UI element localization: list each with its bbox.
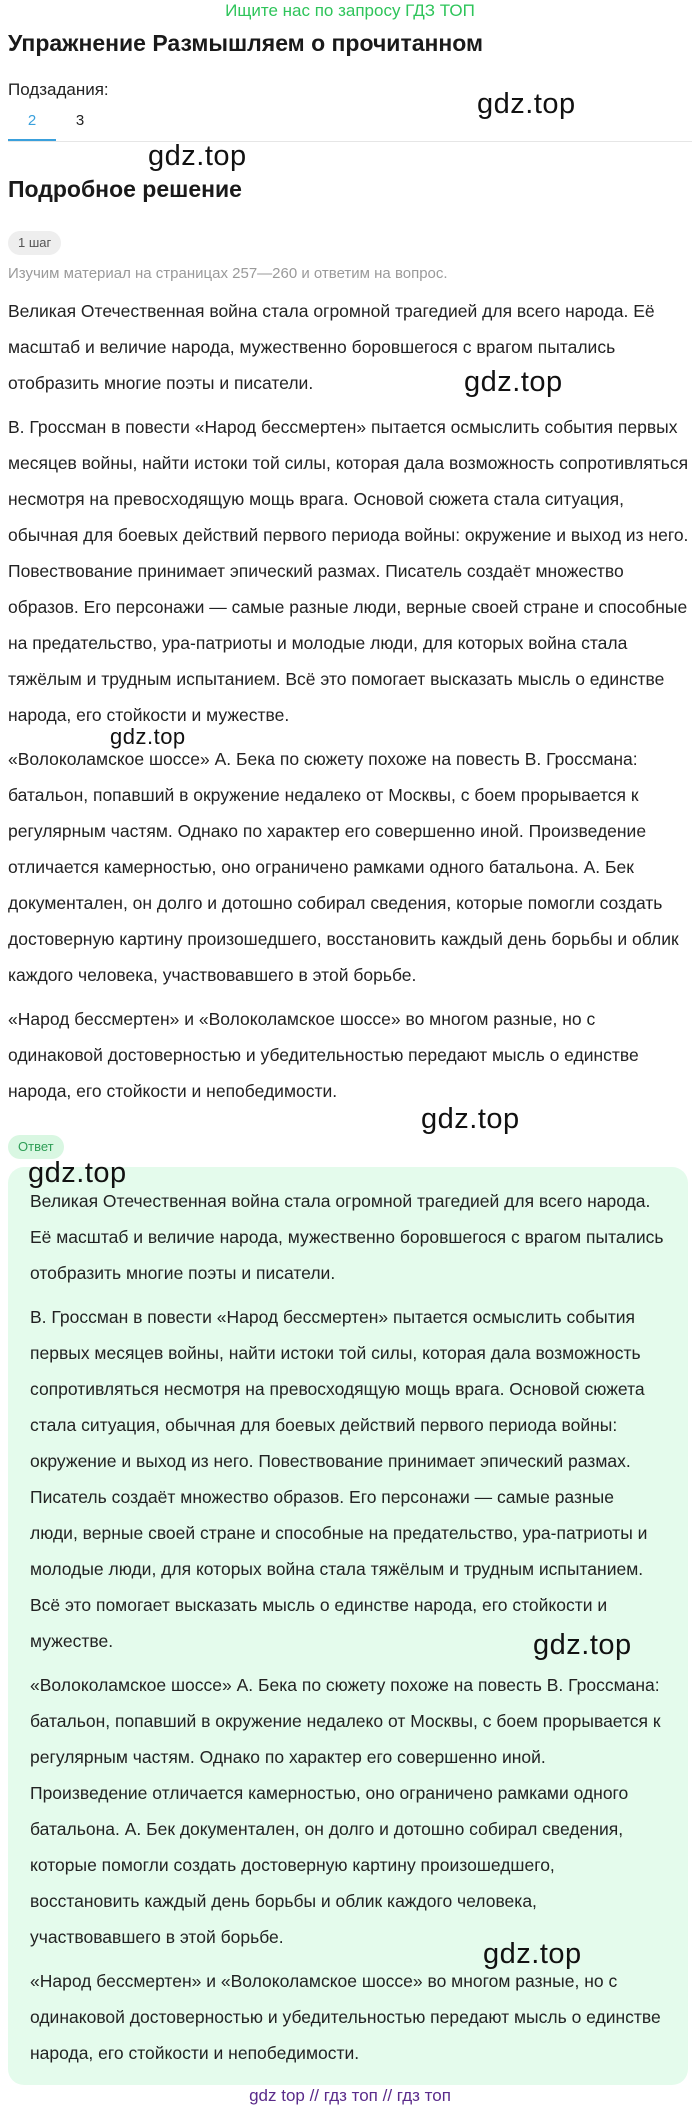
watermark: gdz.top (464, 366, 563, 398)
answer-paragraph: В. Гроссман в повести «Народ бессмертен» пытается осмыслить события первых месяцев войны, найти истоки той силы, которая дала возможность сопротивляться несмотря на превосходящую мощь врага. Основой сюжета стала ситуация, обычная для боевых действий первого периода войны: окружение и выход из него. Повествование принимает эпический размах. Писатель создаёт множество образов. Его персонажи — самые разные люди, верные своей стране и способные на предательство, ура-патриоты и молодые люди, для которых война стала тяжёлым и трудным испытанием. Всё это помогает высказать мысль о единстве народа, его стойкости и мужестве. (30, 1307, 648, 1651)
answer-paragraph: Великая Отечественная война стала огромной трагедией для всего народа. Её масштаб и величие народа, мужественно боровшегося с врагом пытались отобразить многие поэты и писатели. (30, 1191, 664, 1283)
watermark: gdz.top (110, 724, 186, 749)
hint-text: Изучим материал на страницах 257—260 и ответим на вопрос. (8, 265, 448, 282)
section-title: Подробное решение (8, 176, 242, 202)
solution-paragraph: Великая Отечественная война стала огромной трагедией для всего народа. Её масштаб и величие народа, мужественно боровшегося с врагом пытались отобразить многие поэты и писатели. (8, 301, 655, 393)
answer-badge: Ответ (8, 1135, 64, 1159)
tab-subtask-2[interactable]: 2 (8, 106, 56, 141)
watermark: gdz.top (483, 1938, 582, 1970)
subtask-tabs (8, 106, 692, 142)
page-title: Упражнение Размышляем о прочитанном (8, 30, 484, 56)
step-badge: 1 шаг (8, 231, 61, 255)
watermark: gdz.top (533, 1629, 632, 1661)
watermark: gdz.top (28, 1157, 127, 1189)
answer-paragraph: «Народ бессмертен» и «Волоколамское шоссе» во многом разные, но с одинаковой достоверностью и убедительностью передают мысль о единстве народа, его стойкости и непобедимости. (30, 1971, 661, 2063)
search-banner: Ищите нас по запросу ГДЗ ТОП (225, 1, 475, 20)
answer-box (8, 1167, 688, 2085)
solution-paragraph: «Народ бессмертен» и «Волоколамское шоссе» во многом разные, но с одинаковой достоверностью и убедительностью передают мысль о единстве народа, его стойкости и непобедимости. (8, 1009, 639, 1101)
solution-paragraph: «Волоколамское шоссе» А. Бека по сюжету похоже на повесть В. Гроссмана: батальон, попавший в окружение недалеко от Москвы, с боем прорывается к регулярным частям. Однако по характер его совершенно иной. Произведение отличается камерностью, оно ограничено рамками одного батальона. А. Бек документален, он долго и дотошно собирал сведения, которые помогли создать достоверную картину произошедшего, восстановить каждый день борьбы и облик каждого человека, участвовавшего в этой борьбе. (8, 749, 679, 985)
subtasks-label: Подзадания: (8, 80, 109, 99)
watermark: gdz.top (421, 1103, 520, 1135)
footer-links[interactable]: gdz top // гдз топ // гдз топ (249, 2086, 451, 2105)
watermark: gdz.top (148, 140, 247, 172)
solution-text (8, 293, 692, 1117)
watermark: gdz.top (477, 88, 576, 120)
solution-paragraph: В. Гроссман в повести «Народ бессмертен» пытается осмыслить события первых месяцев войны, найти истоки той силы, которая дала возможность сопротивляться несмотря на превосходящую мощь врага. Основой сюжета стала ситуация, обычная для боевых действий первого периода войны: окружение и выход из него. Повествование принимает эпический размах. Писатель создаёт множество образов. Его персонажи — самые разные люди, верные своей стране и способные на предательство, ура-патриоты и молодые люди, для которых война стала тяжёлым и трудным испытанием. Всё это помогает высказать мысль о единстве народа, его стойкости и мужестве. (8, 417, 689, 725)
tab-subtask-3[interactable]: 3 (75, 112, 85, 129)
answer-paragraph: «Волоколамское шоссе» А. Бека по сюжету похоже на повесть В. Гроссмана: батальон, попавший в окружение недалеко от Москвы, с боем прорывается к регулярным частям. Однако по характер его совершенно иной. Произведение отличается камерностью, оно ограничено рамками одного батальона. А. Бек документален, он долго и дотошно собирал сведения, которые помогли создать достоверную картину произошедшего, восстановить каждый день борьбы и облик каждого человека, участвовавшего в этой борьбе. (30, 1675, 661, 1947)
